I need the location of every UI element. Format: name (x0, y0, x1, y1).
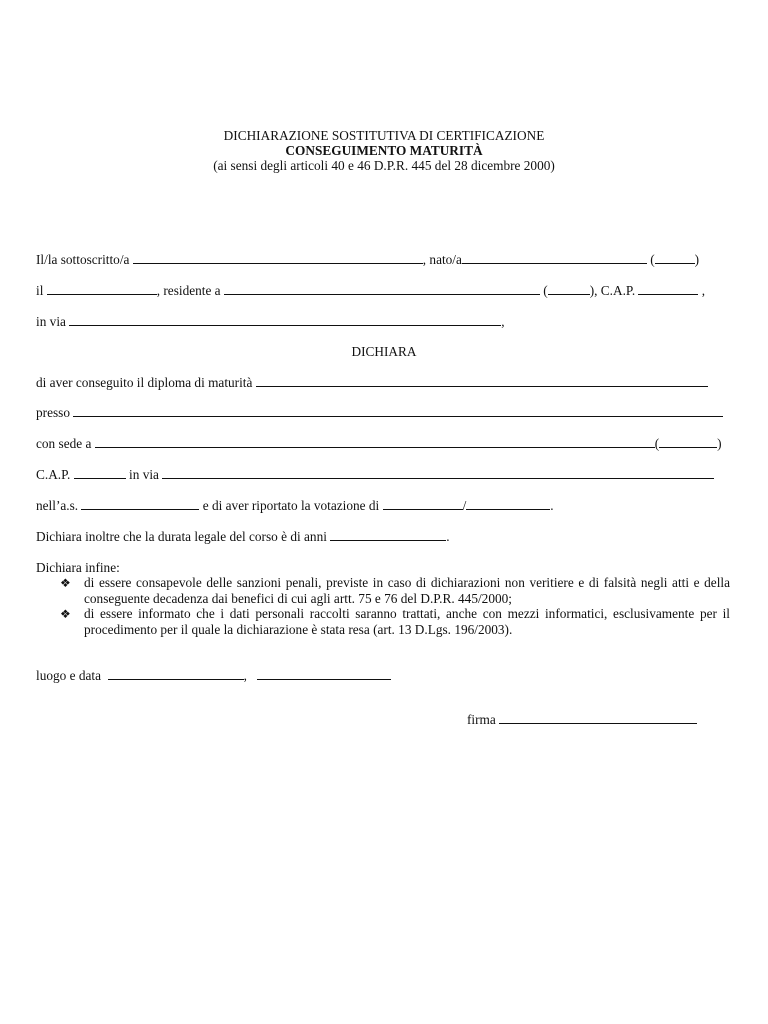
residence-field[interactable] (224, 283, 540, 295)
diamond-bullet-icon: ❖ (60, 607, 71, 621)
diamond-bullet-icon: ❖ (60, 576, 71, 590)
declaration-item (60, 606, 730, 638)
date-field[interactable] (257, 668, 391, 680)
row-durata (36, 529, 450, 545)
declaration-text: di essere informato che i dati personali raccolti saranno trattati, anche con mezzi informatici, esclusivamente per il procedimento per il quale la dichiarazione è stata resa (art. 13 D.Lgs. 196/2003). (84, 606, 730, 637)
cap2-label: C.A.P. (36, 467, 71, 482)
province-paren: ( ) (650, 252, 700, 267)
in-via2-label: in via (129, 467, 159, 482)
nato-label: , nato/a (422, 252, 462, 267)
duration-field[interactable] (330, 529, 446, 541)
row-residenza (36, 283, 705, 299)
street-field[interactable] (69, 314, 501, 326)
cap-field[interactable] (638, 283, 698, 295)
row-sottoscritto (36, 252, 699, 268)
grade-max-field[interactable] (466, 498, 550, 510)
period: . (446, 529, 450, 544)
row-anno (36, 498, 554, 514)
signature-field[interactable] (499, 712, 697, 724)
declarations-intro: Dichiara infine: (36, 560, 120, 575)
slash: / (462, 498, 467, 513)
school-street-field[interactable] (162, 467, 714, 479)
place-field[interactable] (108, 668, 244, 680)
presso-label: presso (36, 405, 70, 420)
row-firma (467, 712, 697, 728)
con-sede-label: con sede a (36, 436, 92, 451)
school-year-field[interactable] (81, 498, 199, 510)
row-diploma (36, 375, 708, 391)
comma: , (701, 283, 706, 298)
period: . (550, 498, 554, 513)
row-via (36, 314, 505, 330)
il-label: il (36, 283, 44, 298)
row-sede (36, 436, 722, 452)
firma-label: firma (467, 712, 496, 727)
school-province-paren: ( ) (654, 436, 722, 451)
luogo-data-label: luogo e data (36, 668, 101, 683)
residence-province-paren: ( ) (543, 283, 595, 298)
votazione-label: e di aver riportato la votazione di (202, 498, 380, 513)
residente-label: , residente a (156, 283, 221, 298)
grade-field[interactable] (383, 498, 463, 510)
birthplace-field[interactable] (462, 252, 647, 264)
school-province-field[interactable] (659, 436, 717, 448)
comma: , (243, 668, 247, 683)
anno-label: nell’a.s. (36, 498, 79, 513)
row-luogo-data (36, 668, 391, 684)
declaration-text: di essere consapevole delle sanzioni penali, previste in caso di dichiarazioni non veritiere e di falsità negli atti e della conseguente decadenza dai benefici di cui agli artt. 75 e 76 del D.P.R. 445/2000; (84, 575, 730, 606)
name-field[interactable] (133, 252, 423, 264)
sottoscritto-label: Il/la sottoscritto/a (36, 252, 130, 267)
diploma-label: di aver conseguito il diploma di maturità (36, 375, 253, 390)
row-cap-via (36, 467, 714, 483)
birth-date-field[interactable] (47, 283, 157, 295)
form-title: DICHIARAZIONE SOSTITUTIVA DI CERTIFICAZIONE (223, 128, 545, 143)
declaration-item (60, 575, 730, 607)
durata-label: Dichiara inoltre che la durata legale del corso è di anni (36, 529, 327, 544)
residence-province-field[interactable] (548, 283, 590, 295)
school-field[interactable] (73, 405, 723, 417)
school-cap-field[interactable] (74, 467, 126, 479)
cap-label: , C.A.P. (594, 283, 636, 298)
school-city-field[interactable] (95, 436, 655, 448)
diploma-field[interactable] (256, 375, 708, 387)
in-via-label: in via (36, 314, 66, 329)
birth-province-field[interactable] (655, 252, 695, 264)
dichiara-heading: DICHIARA (351, 344, 417, 359)
comma: , (501, 314, 505, 329)
form-subtitle: CONSEGUIMENTO MATURITÀ (285, 143, 483, 158)
row-presso (36, 405, 723, 421)
legal-reference: (ai sensi degli articoli 40 e 46 D.P.R. 445 del 28 dicembre 2000) (213, 158, 555, 173)
